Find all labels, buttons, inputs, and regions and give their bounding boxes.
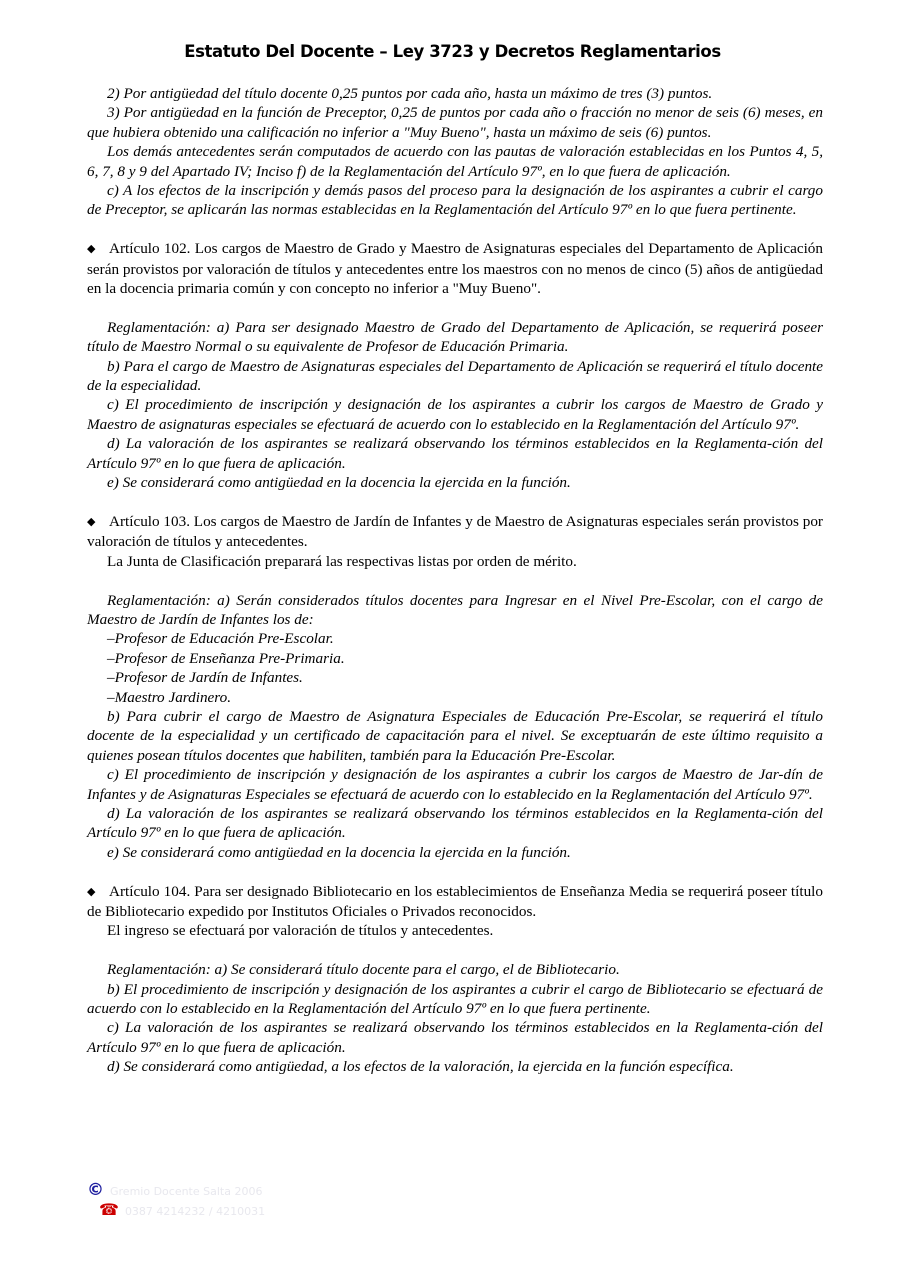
article-104	[87, 882, 823, 922]
article-text: Artículo 104. Para ser designado Bibliotecario en los establecimientos de Enseñanza Media se requerirá poseer título de Bibliotecario expedido por Institutos Oficiales o Privados reconocidos.	[87, 882, 823, 920]
copyright-line	[87, 1180, 265, 1200]
diamond-bullet-icon: ◆	[87, 515, 96, 528]
paragraph: Reglamentación: a) Serán considerados títulos docentes para Ingresar en el Nivel Pre-Escolar, con el cargo de Maestro de Jardín de Infantes los de:	[87, 591, 823, 628]
article-103	[87, 512, 823, 552]
paragraph: c) El procedimiento de inscripción y designación de los aspirantes a cubrir los cargos de Maestro de Jar-dín de Infantes y de Asignaturas Especiales se efectuará de acuerdo con lo establecido en la Reglamentación del Artículo 97º.	[87, 766, 823, 803]
paragraph: 3) Por antigüedad en la función de Preceptor, 0,25 de puntos por cada año o fracción no menor de seis (6) meses, en que hubiera obtenido una calificación no inferior a "Muy Bueno", hasta un máximo de seis (6) puntos.	[87, 104, 823, 141]
paragraph: 2) Por antigüedad del título docente 0,25 puntos por cada año, hasta un máximo de tres (3) puntos.	[107, 85, 713, 102]
paragraph: e) Se considerará como antigüedad en la docencia la ejercida en la función.	[107, 843, 571, 861]
copyright-text: Gremio Docente Salta 2006	[110, 1185, 263, 1198]
paragraph: Reglamentación: a) Se considerará título docente para el cargo, el de Bibliotecario.	[107, 961, 620, 979]
paragraph: b) El procedimiento de inscripción y designación de los aspirantes a cubrir el cargo de Bibliotecario se efectuará de acuerdo con lo establecido en la Reglamentación del Artículo 97º en lo que fuera pertinente.	[87, 980, 823, 1017]
page-header-title: Estatuto Del Docente – Ley 3723 y Decretos Reglamentarios	[184, 42, 721, 61]
spacer	[87, 862, 823, 881]
paragraph: c) El procedimiento de inscripción y designación de los aspirantes a cubrir los cargos de Maestro de Grado y Maestro de asignaturas especiales se efectuará de acuerdo con lo establecido en la Reglamentación del Artículo 97º.	[87, 396, 823, 433]
paragraph: d) Se considerará como antigüedad, a los efectos de la valoración, la ejercida en la función específica.	[107, 1058, 734, 1076]
phone-icon: ☎	[99, 1200, 119, 1219]
paragraph: Reglamentación: a) Para ser designado Maestro de Grado del Departamento de Aplicación, se requerirá poseer título de Maestro Normal o su equivalente de Profesor de Educación Primaria.	[87, 318, 823, 356]
page-footer	[87, 1180, 265, 1220]
phone-line	[99, 1200, 265, 1220]
paragraph: La Junta de Clasificación preparará las respectivas listas por orden de mérito.	[107, 552, 577, 570]
document-body	[87, 84, 823, 1077]
paragraph: El ingreso se efectuará por valoración de títulos y antecedentes.	[107, 922, 494, 940]
spacer	[87, 493, 823, 512]
spacer	[87, 220, 823, 239]
article-text: Artículo 103. Los cargos de Maestro de Jardín de Infantes y de Maestro de Asignaturas especiales serán provistos por valoración de títulos y antecedentes.	[87, 512, 823, 551]
paragraph: Los demás antecedentes serán computados de acuerdo con las pautas de valoración establecidas en los Puntos 4, 5, 6, 7, 8 y 9 del Apartado IV; Inciso f) de la Reglamentación del Artículo 97º, en lo que fuera de aplicación.	[87, 143, 823, 180]
spacer	[87, 571, 823, 590]
list-item: –Profesor de Educación Pre-Escolar.	[107, 630, 334, 648]
paragraph: c) A los efectos de la inscripción y demás pasos del proceso para la designación de los aspirantes a cubrir el cargo de Preceptor, se aplicarán las normas establecidas en la Reglamentación del Artículo 97º en lo que fuera pertinente.	[87, 182, 823, 219]
paragraph: c) La valoración de los aspirantes se realizará observando los términos establecidos en la Reglamenta-ción del Artículo 97º en lo que fuera de aplicación.	[87, 1019, 823, 1056]
phone-text: 0387 4214232 / 4210031	[124, 1205, 266, 1218]
list-item: –Profesor de Jardín de Infantes.	[107, 669, 303, 687]
list-item: –Maestro Jardinero.	[107, 688, 232, 706]
paragraph: d) La valoración de los aspirantes se realizará observando los términos establecidos en la Reglamenta-ción del Artículo 97º en lo que fuera de aplicación.	[87, 435, 823, 472]
copyright-icon: ©	[87, 1180, 104, 1200]
paragraph: b) Para el cargo de Maestro de Asignaturas especiales del Departamento de Aplicación se requerirá el título docente de la especialidad.	[87, 357, 823, 395]
diamond-bullet-icon: ◆	[87, 243, 96, 256]
spacer	[87, 298, 823, 317]
paragraph: d) La valoración de los aspirantes se realizará observando los términos establecidos en la Reglamenta-ción del Artículo 97º en lo que fuera de aplicación.	[87, 804, 823, 842]
paragraph: e) Se considerará como antigüedad en la docencia la ejercida en la función.	[107, 474, 571, 492]
article-text: Artículo 102. Los cargos de Maestro de Grado y Maestro de Asignaturas especiales del Departamento de Aplicación serán provistos por valoración de títulos y antecedentes entre los maestros con no menos de cinco (5) años de antigüedad en la docencia primaria común y con concepto no inferior a "Muy Bueno".	[87, 240, 823, 298]
diamond-bullet-icon: ◆	[87, 885, 96, 898]
spacer	[87, 941, 823, 960]
article-102	[87, 239, 823, 298]
list-item: –Profesor de Enseñanza Pre-Primaria.	[107, 649, 345, 667]
paragraph: b) Para cubrir el cargo de Maestro de Asignatura Especiales de Educación Pre-Escolar, se requerirá el título docente de la especialidad y un certificado de capacitación para el nivel. Se exceptuarán de este último requisito a quienes posean títulos docentes que habiliten, también para la Educación Pre-Escolar.	[87, 707, 823, 764]
